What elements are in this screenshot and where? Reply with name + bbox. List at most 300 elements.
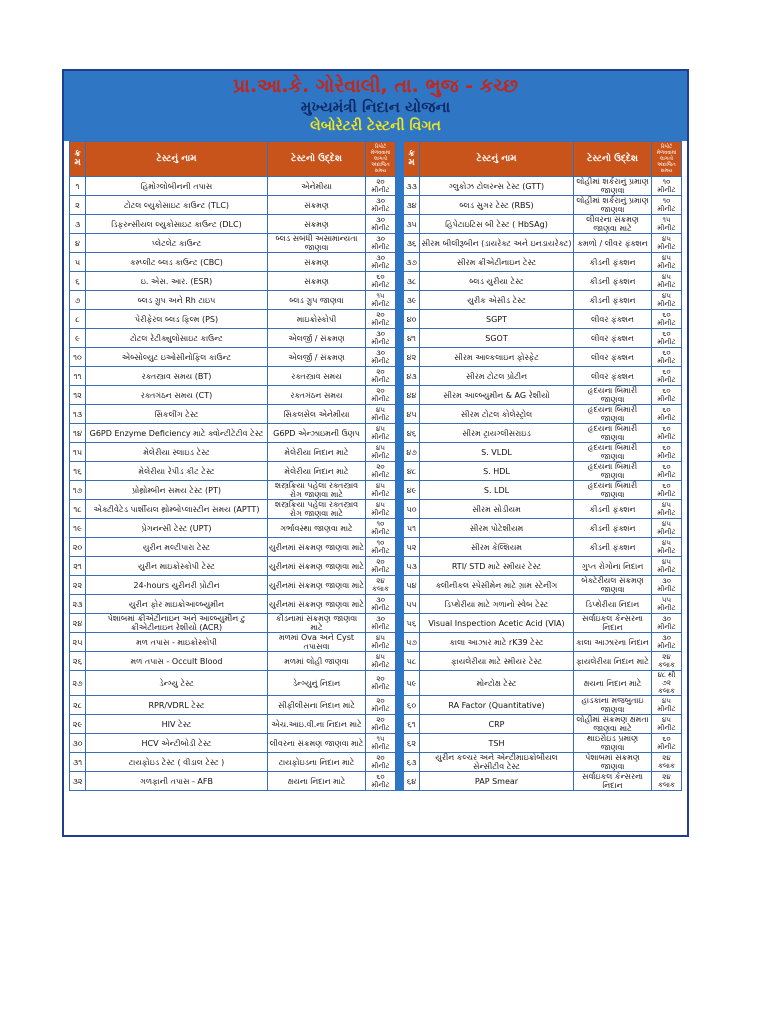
- table-row: [70, 557, 682, 576]
- cell-time: ૬૦ મીનીટ: [652, 405, 682, 424]
- cell-sr: ૩૭: [404, 253, 420, 272]
- column-gap: [396, 215, 404, 234]
- cell-sr: ૧૦: [70, 348, 86, 367]
- cell-name: ટોટલ રેટીક્યુલોસાઇટ કાઉન્ટ: [86, 329, 268, 348]
- table-row: [70, 272, 682, 291]
- cell-time: ૩૦ મીનીટ: [366, 595, 396, 614]
- cell-name: CRP: [420, 715, 574, 734]
- column-gap: [396, 291, 404, 310]
- cell-name: સીરમ આલ્બ્યુમીન & AG રેશીયો: [420, 386, 574, 405]
- table-row: [70, 405, 682, 424]
- cell-sr: ૩૨: [70, 772, 86, 791]
- cell-sr: ૧૪: [70, 424, 86, 443]
- cell-purpose: કીડની ફંક્શન: [574, 500, 652, 519]
- column-gap: [396, 386, 404, 405]
- header-test-name: ટેસ્ટનું નામ: [420, 142, 574, 177]
- cell-time: ૪૮ થી ૭૨ કલાક: [652, 671, 682, 696]
- cell-sr: ૨૪: [70, 614, 86, 633]
- cell-name: 24-hours યુરીનરી પ્રોટીન: [86, 576, 268, 595]
- table-row: [70, 696, 682, 715]
- column-gap: [396, 177, 404, 196]
- cell-time: ૪૫ મીનીટ: [366, 633, 396, 652]
- table-row: [70, 772, 682, 791]
- cell-purpose: ગર્ભાવસ્થા જાણવા માટે: [268, 519, 366, 538]
- cell-name: S. HDL: [420, 462, 574, 481]
- cell-name: ગળફાની તપાસ - AFB: [86, 772, 268, 791]
- cell-name: HIV ટેસ્ટ: [86, 715, 268, 734]
- cell-sr: ૧૩: [70, 405, 86, 424]
- table-row: [70, 462, 682, 481]
- cell-sr: ૨૬: [70, 652, 86, 671]
- cell-purpose: લીવરના સંક્રમણ જાણવા માટે: [574, 215, 652, 234]
- cell-time: ૨૦ મીનીટ: [366, 671, 396, 696]
- cell-name: ટાયફોઇડ ટેસ્ટ ( વીડાલ ટેસ્ટ ): [86, 753, 268, 772]
- cell-sr: ૪૫: [404, 405, 420, 424]
- cell-purpose: સીફીલીસના નિદાન માટે: [268, 696, 366, 715]
- cell-name: કાલા આઝાર માટે rK39 ટેસ્ટ: [420, 633, 574, 652]
- cell-purpose: માઇક્રોસ્કોપી: [268, 310, 366, 329]
- cell-name: મેલેરીયા રેપીડ કીટ ટેસ્ટ: [86, 462, 268, 481]
- cell-name: એક્ટીવેટેડ પાર્શીયલ થ્રોમ્બોપ્લાસ્ટીન સમય (APTT): [86, 500, 268, 519]
- table-row: [70, 348, 682, 367]
- cell-time: ૬૦ મીનીટ: [652, 386, 682, 405]
- cell-purpose: કીડની ફંક્શન: [574, 519, 652, 538]
- cell-time: ૪૫ મીનીટ: [366, 500, 396, 519]
- cell-sr: ૫૦: [404, 500, 420, 519]
- table-header-row: [70, 142, 682, 177]
- cell-sr: ૫૭: [404, 633, 420, 652]
- column-gap: [396, 576, 404, 595]
- column-gap: [396, 196, 404, 215]
- cell-sr: ૨૩: [70, 595, 86, 614]
- cell-purpose: પેશાબમાં સંક્રમણ જાણવા: [574, 753, 652, 772]
- cell-time: ૨૦ મીનીટ: [366, 462, 396, 481]
- cell-purpose: સંક્રમણ: [268, 215, 366, 234]
- table-row: [70, 481, 682, 500]
- cell-name: PAP Smear: [420, 772, 574, 791]
- table-row: [70, 519, 682, 538]
- table-row: [70, 443, 682, 462]
- cell-purpose: ડેન્ગ્યુનું નિદાન: [268, 671, 366, 696]
- lab-test-title: લેબોરેટરી ટેસ્ટની વિગત: [310, 118, 441, 134]
- cell-purpose: સંક્રમણ: [268, 253, 366, 272]
- cell-sr: ૩૦: [70, 734, 86, 753]
- cell-sr: ૫૮: [404, 652, 420, 671]
- cell-sr: ૨૫: [70, 633, 86, 652]
- cell-sr: ૧૮: [70, 500, 86, 519]
- cell-name: યુરીન કલ્ચર અને એન્ટીમાઇક્રોબીયલ સેન્સીટીવ ટેસ્ટ: [420, 753, 574, 772]
- cell-time: ૬૦ મીનીટ: [652, 424, 682, 443]
- cell-name: સીરમ ક્રીએટીનાઇન ટેસ્ટ: [420, 253, 574, 272]
- cell-time: ૩૦ મીનીટ: [366, 215, 396, 234]
- table-row: [70, 633, 682, 652]
- cell-time: ૨૦ મીનીટ: [366, 696, 396, 715]
- cell-sr: ૬૪: [404, 772, 420, 791]
- column-gap: [396, 500, 404, 519]
- cell-sr: ૬૧: [404, 715, 420, 734]
- cell-sr: ૪૦: [404, 310, 420, 329]
- header-banner: [64, 71, 687, 141]
- cell-name: રક્તસ્ત્રાવ સમય (BT): [86, 367, 268, 386]
- cell-name: સીરમ બીલીરૂબીન (ડાયરેક્ટ અને ઇનડાયરેક્ટ): [420, 234, 574, 253]
- cell-name: Visual Inspection Acetic Acid (VIA): [420, 614, 574, 633]
- cell-purpose: લીવરના સંક્રમણ જાણવા માટે: [268, 734, 366, 753]
- cell-time: ૩૦ મીનીટ: [366, 253, 396, 272]
- cell-name: TSH: [420, 734, 574, 753]
- cell-name: G6PD Enzyme Deficiency માટે ક્વોન્ટીટેટીવ ટેસ્ટ: [86, 424, 268, 443]
- cell-name: સીરમ કેલ્શિયમ: [420, 538, 574, 557]
- cell-purpose: એનેમીયા: [268, 177, 366, 196]
- header-report-time: રિપોર્ટ મેળવવામાં લાગતો અંદાજિત સમય: [366, 142, 396, 177]
- cell-time: ૪૫ મીનીટ: [652, 557, 682, 576]
- table-row: [70, 652, 682, 671]
- cell-time: ૩૦ મીનીટ: [366, 234, 396, 253]
- cell-sr: ૩૪: [404, 196, 420, 215]
- cell-purpose: યુરીનમાં સંક્રમણ જાણવા માટે: [268, 557, 366, 576]
- cell-purpose: ક્ષયના નિદાન માટે: [268, 772, 366, 791]
- cell-purpose: એચ.આઇ.વી.ના નિદાન માટે: [268, 715, 366, 734]
- cell-name: યુરીન માઇક્રોસ્કોપી ટેસ્ટ: [86, 557, 268, 576]
- column-gap: [396, 753, 404, 772]
- cell-name: ઇ. એસ. આર. (ESR): [86, 272, 268, 291]
- cell-time: ૩૦ મીનીટ: [366, 614, 396, 633]
- cell-time: ૪૫ મીનીટ: [366, 405, 396, 424]
- cell-purpose: લોહીમાં સંક્રમણ ક્ષમતા જાણવા માટે: [574, 715, 652, 734]
- cell-time: ૨૦ મીનીટ: [366, 177, 396, 196]
- cell-name: RPR/VDRL ટેસ્ટ: [86, 696, 268, 715]
- cell-sr: ૪૧: [404, 329, 420, 348]
- cell-name: ડિપ્થેરીયા માટે ગળાનો સ્વેબ ટેસ્ટ: [420, 595, 574, 614]
- cell-time: ૪૫ મીનીટ: [652, 291, 682, 310]
- cell-purpose: લીવર ફંક્શન: [574, 367, 652, 386]
- cell-purpose: હાડકાના મજબુતાઇ જાણવા: [574, 696, 652, 715]
- cell-purpose: ડિપ્થેરીયા નિદાન: [574, 595, 652, 614]
- cell-sr: ૫૧: [404, 519, 420, 538]
- cell-name: સિકલીંગ ટેસ્ટ: [86, 405, 268, 424]
- cell-time: ૬૦ મીનીટ: [652, 348, 682, 367]
- cell-name: HCV એન્ટીબોડી ટેસ્ટ: [86, 734, 268, 753]
- cell-sr: ૧૬: [70, 462, 86, 481]
- cell-sr: ૪૨: [404, 348, 420, 367]
- cell-time: ૬૦ મીનીટ: [366, 772, 396, 791]
- column-gap: [396, 443, 404, 462]
- cell-purpose: હૃદયના બિમારી જાણવા: [574, 405, 652, 424]
- cell-purpose: યુરીનમાં સંક્રમણ જાણવા માટે: [268, 576, 366, 595]
- cell-name: SGPT: [420, 310, 574, 329]
- cell-sr: ૪: [70, 234, 86, 253]
- cell-sr: ૭: [70, 291, 86, 310]
- cell-time: ૧૦ મીનીટ: [652, 177, 682, 196]
- cell-purpose: કીડની ફંક્શન: [574, 538, 652, 557]
- cell-sr: ૪૭: [404, 443, 420, 462]
- cell-time: ૩૦ મીનીટ: [366, 196, 396, 215]
- table-row: [70, 715, 682, 734]
- cell-name: કમ્પ્લીટ બ્લડ કાઉન્ટ (CBC): [86, 253, 268, 272]
- cell-name: સીરમ આલ્કલાઇન ફોસ્ફેટ: [420, 348, 574, 367]
- cell-name: S. LDL: [420, 481, 574, 500]
- cell-name: સીરમ ટોટલ પ્રોટીન: [420, 367, 574, 386]
- cell-name: એબ્સોલ્યુટ ઇઓસીનોફિલ કાઉન્ટ: [86, 348, 268, 367]
- cell-purpose: કીડની ફંક્શન: [574, 272, 652, 291]
- cell-sr: ૨૧: [70, 557, 86, 576]
- cell-sr: ૧: [70, 177, 86, 196]
- cell-sr: ૧૭: [70, 481, 86, 500]
- cell-sr: ૫૩: [404, 557, 420, 576]
- cell-sr: ૩૬: [404, 234, 420, 253]
- cell-name: ફાયલેરીયા માટે સ્મીયર ટેસ્ટ: [420, 652, 574, 671]
- cell-sr: ૪૪: [404, 386, 420, 405]
- cell-time: ૬૦ મીનીટ: [652, 329, 682, 348]
- cell-name: સીરમ ટ્રાયગ્લીસરાઇડ: [420, 424, 574, 443]
- column-gap: [396, 557, 404, 576]
- cell-name: યુરીન મલ્ટીપારા ટેસ્ટ: [86, 538, 268, 557]
- cell-time: ૬૦ મીનીટ: [652, 462, 682, 481]
- cell-sr: ૩૫: [404, 215, 420, 234]
- cell-sr: ૬: [70, 272, 86, 291]
- cell-time: ૨૦ મીનીટ: [366, 386, 396, 405]
- cell-sr: ૬૩: [404, 753, 420, 772]
- column-gap: [396, 519, 404, 538]
- cell-name: પ્રોથ્રોમ્બીન સમય ટેસ્ટ (PT): [86, 481, 268, 500]
- cell-purpose: કીડની ફંક્શન: [574, 291, 652, 310]
- cell-time: ૩૦ મીનીટ: [652, 576, 682, 595]
- cell-purpose: લીવર ફંક્શન: [574, 310, 652, 329]
- cell-purpose: મેલેરીયા નિદાન માટે: [268, 462, 366, 481]
- table-row: [70, 595, 682, 614]
- cell-time: ૬૦ મીનીટ: [652, 367, 682, 386]
- cell-sr: ૧૨: [70, 386, 86, 405]
- cell-purpose: ગુપ્ત રોગોના નિદાન: [574, 557, 652, 576]
- cell-sr: ૩૯: [404, 291, 420, 310]
- cell-purpose: બેક્ટેરીયલ સંક્રમણ જાણવા: [574, 576, 652, 595]
- cell-time: ૩૦ મીનીટ: [652, 633, 682, 652]
- cell-purpose: રક્તગંઠન સમય: [268, 386, 366, 405]
- cell-purpose: સંક્રમણ: [268, 272, 366, 291]
- header-purpose: ટેસ્ટનો ઉદ્દેશ: [574, 142, 652, 177]
- cell-name: મોન્ટોક્ષ ટેસ્ટ: [420, 671, 574, 696]
- cell-name: SGOT: [420, 329, 574, 348]
- cell-time: ૧૦ મીનીટ: [652, 196, 682, 215]
- header-sr: ક્ર મ: [404, 142, 420, 177]
- cell-sr: ૩: [70, 215, 86, 234]
- cell-time: ૪૫ મીનીટ: [652, 234, 682, 253]
- cell-name: પેરીફેરલ બ્લડ ફિલ્મ (PS): [86, 310, 268, 329]
- cell-time: ૪૫ મીનીટ: [366, 443, 396, 462]
- table-row: [70, 614, 682, 633]
- cell-purpose: યુરીનમાં સંક્રમણ જાણવા માટે: [268, 538, 366, 557]
- cell-name: સીરમ સોડીયમ: [420, 500, 574, 519]
- cell-purpose: લોહીમાં શર્કરાનું પ્રમાણ જાણવા: [574, 196, 652, 215]
- cell-sr: ૫૫: [404, 595, 420, 614]
- cell-purpose: મળમાં Ova અને Cyst તપાસવા: [268, 633, 366, 652]
- cell-time: ૪૫ મીનીટ: [652, 696, 682, 715]
- cell-time: ૧૦ મીનીટ: [366, 538, 396, 557]
- table-row: [70, 310, 682, 329]
- column-gap: [396, 329, 404, 348]
- cell-purpose: બ્લડ સબંધી અસામાન્યતા જાણવા: [268, 234, 366, 253]
- scheme-title: મુખ્યમંત્રી નિદાન યોજના: [300, 98, 451, 116]
- column-gap: [396, 405, 404, 424]
- cell-purpose: થાઇરોઇડ પ્રમાણ જાણવા: [574, 734, 652, 753]
- cell-purpose: સંક્રમણ: [268, 196, 366, 215]
- cell-time: ૩૦ મીનીટ: [366, 329, 396, 348]
- cell-purpose: સિકલસેલ એનેમીયા: [268, 405, 366, 424]
- cell-time: ૪૫ મીનીટ: [652, 272, 682, 291]
- cell-time: ૪૫ મીનીટ: [366, 652, 396, 671]
- column-gap: [396, 481, 404, 500]
- column-gap: [396, 734, 404, 753]
- cell-time: ૩૦ મીનીટ: [652, 614, 682, 633]
- table-row: [70, 386, 682, 405]
- cell-purpose: સર્વાઇકલ કેન્સરના નિદાન: [574, 772, 652, 791]
- table-row: [70, 538, 682, 557]
- cell-purpose: શસ્ત્રક્રિયા પહેલા રક્તસ્ત્રાવ રોગ જાણવા માટે: [268, 481, 366, 500]
- cell-time: ૧૦ મીનીટ: [366, 519, 396, 538]
- cell-sr: ૪૬: [404, 424, 420, 443]
- cell-name: પ્લેટલેટ કાઉન્ટ: [86, 234, 268, 253]
- cell-sr: ૨૯: [70, 715, 86, 734]
- column-gap: [396, 772, 404, 791]
- cell-name: S. VLDL: [420, 443, 574, 462]
- cell-time: ૨૦ મીનીટ: [366, 367, 396, 386]
- cell-time: ૪૫ મીનીટ: [652, 500, 682, 519]
- cell-purpose: રક્તસ્ત્રાવ સમય: [268, 367, 366, 386]
- cell-sr: ૫૯: [404, 671, 420, 696]
- table-row: [70, 753, 682, 772]
- cell-name: RA Factor (Quantitative): [420, 696, 574, 715]
- cell-sr: ૨: [70, 196, 86, 215]
- cell-name: હિપેટાઇટિસ બી ટેસ્ટ ( HbSAg): [420, 215, 574, 234]
- cell-time: ૬૦ મીનીટ: [652, 443, 682, 462]
- cell-name: પ્રેગનન્સી ટેસ્ટ (UPT): [86, 519, 268, 538]
- column-gap: [396, 310, 404, 329]
- column-gap: [396, 462, 404, 481]
- cell-time: ૫૫ મીનીટ: [652, 595, 682, 614]
- cell-name: યુરીક એસીડ ટેસ્ટ: [420, 291, 574, 310]
- table-row: [70, 291, 682, 310]
- cell-purpose: મળમાં લોહી જાણવા: [268, 652, 366, 671]
- column-gap: [396, 424, 404, 443]
- cell-name: પેશાબમાં ક્રીએટીનાઇન અને આલ્બ્યુમીન ટુ ક્રીએટીનાઇન રેશીયો (ACR): [86, 614, 268, 633]
- cell-sr: ૪૮: [404, 462, 420, 481]
- cell-purpose: G6PD એન્ઝાઇમની ઉણપ: [268, 424, 366, 443]
- column-gap: [396, 671, 404, 696]
- cell-sr: ૬૦: [404, 696, 420, 715]
- cell-name: બ્લડ ગ્રુપ અને Rh ટાઇપ: [86, 291, 268, 310]
- cell-sr: ૮: [70, 310, 86, 329]
- cell-name: ડેન્ગ્યુ ટેસ્ટ: [86, 671, 268, 696]
- cell-time: ૨૦ મીનીટ: [366, 753, 396, 772]
- table-row: [70, 196, 682, 215]
- cell-purpose: સર્વાઇકલ કેન્સરના નિદાન: [574, 614, 652, 633]
- cell-time: ૬૦ મીનીટ: [652, 310, 682, 329]
- cell-purpose: હૃદયના બિમારી જાણવા: [574, 386, 652, 405]
- cell-purpose: લીવર ફંક્શન: [574, 348, 652, 367]
- column-gap: [396, 696, 404, 715]
- cell-sr: ૩૮: [404, 272, 420, 291]
- cell-name: ટોટલ લ્યુકોસાઇટ કાઉન્ટ (TLC): [86, 196, 268, 215]
- table-row: [70, 234, 682, 253]
- cell-name: સીરમ પોટેશીયમ: [420, 519, 574, 538]
- cell-purpose: એલર્જી / સંક્રમણ: [268, 348, 366, 367]
- cell-purpose: લોહીમાં શર્કરાનું પ્રમાણ જાણવા: [574, 177, 652, 196]
- cell-time: ૧૫ મીનીટ: [652, 215, 682, 234]
- cell-time: ૨૪ કલાક: [366, 576, 396, 595]
- cell-purpose: કમળો / લીવર ફંક્શન: [574, 234, 652, 253]
- column-gap: [396, 715, 404, 734]
- column-gap: [396, 614, 404, 633]
- cell-time: ૪૫ મીનીટ: [652, 253, 682, 272]
- cell-time: ૨૪ કલાક: [652, 652, 682, 671]
- table-row: [70, 424, 682, 443]
- cell-time: ૬૦ મીનીટ: [652, 481, 682, 500]
- cell-sr: ૧૯: [70, 519, 86, 538]
- cell-purpose: ટાયફોઇડના નિદાન માટે: [268, 753, 366, 772]
- cell-name: RTI/ STD માટે સ્મીયર ટેસ્ટ: [420, 557, 574, 576]
- cell-name: બ્લડ સુગર ટેસ્ટ (RBS): [420, 196, 574, 215]
- table-row: [70, 576, 682, 595]
- cell-name: રક્તગંઠન સમય (CT): [86, 386, 268, 405]
- column-gap: [396, 253, 404, 272]
- cell-purpose: કાલા આઝારના નિદાન: [574, 633, 652, 652]
- cell-time: ૬૦ મીનીટ: [652, 734, 682, 753]
- cell-name: યુરીન ફોર માઇક્રોઆલ્બ્યુમીન: [86, 595, 268, 614]
- cell-purpose: એલર્જી / સંક્રમણ: [268, 329, 366, 348]
- cell-time: ૪૫ મીનીટ: [652, 538, 682, 557]
- header-sr: ક્ર મ: [70, 142, 86, 177]
- cell-purpose: યુરીનમાં સંક્રમણ જાણવા માટે: [268, 595, 366, 614]
- cell-time: ૨૪ કલાક: [652, 772, 682, 791]
- cell-time: ૨૦ મીનીટ: [366, 715, 396, 734]
- column-gap: [396, 348, 404, 367]
- header-purpose: ટેસ્ટનો ઉદ્દેશ: [268, 142, 366, 177]
- cell-time: ૩૦ મીનીટ: [366, 348, 396, 367]
- cell-sr: ૨૨: [70, 576, 86, 595]
- cell-time: ૪૫ મીનીટ: [652, 715, 682, 734]
- cell-sr: ૬૨: [404, 734, 420, 753]
- table-row: [70, 253, 682, 272]
- cell-time: ૧૫ મીનીટ: [366, 291, 396, 310]
- cell-sr: ૩૧: [70, 753, 86, 772]
- cell-time: ૨૪ કલાક: [652, 753, 682, 772]
- cell-name: ગ્લુકોઝ ટોલરન્સ ટેસ્ટ (GTT): [420, 177, 574, 196]
- table-row: [70, 367, 682, 386]
- cell-purpose: હૃદયના બિમારી જાણવા: [574, 443, 652, 462]
- cell-name: મેલેરીયા સ્લાઇડ ટેસ્ટ: [86, 443, 268, 462]
- cell-sr: ૪૯: [404, 481, 420, 500]
- column-gap: [396, 272, 404, 291]
- header-test-name: ટેસ્ટનું નામ: [86, 142, 268, 177]
- cell-purpose: ફાયલેરીયા નિદાન માટે: [574, 652, 652, 671]
- cell-name: હિમોગ્લોબીનની તપાસ: [86, 177, 268, 196]
- cell-time: ૧૫ મીનીટ: [366, 734, 396, 753]
- column-gap: [396, 633, 404, 652]
- cell-sr: ૧૧: [70, 367, 86, 386]
- column-gap: [396, 142, 404, 177]
- column-gap: [396, 652, 404, 671]
- cell-time: ૨૦ મીનીટ: [366, 557, 396, 576]
- cell-sr: ૧૫: [70, 443, 86, 462]
- cell-purpose: બ્લડ ગ્રુપ જાણવા: [268, 291, 366, 310]
- page-title: પ્રા.આ.કે. ગોરેવાલી, તા. ભુજ - કચ્છ: [232, 75, 519, 97]
- cell-sr: ૨૭: [70, 671, 86, 696]
- cell-purpose: મેલેરીયા નિદાન માટે: [268, 443, 366, 462]
- table-row: [70, 500, 682, 519]
- cell-time: ૪૫ મીનીટ: [366, 424, 396, 443]
- table-row: [70, 734, 682, 753]
- lab-test-table: [69, 141, 682, 791]
- cell-sr: ૫૨: [404, 538, 420, 557]
